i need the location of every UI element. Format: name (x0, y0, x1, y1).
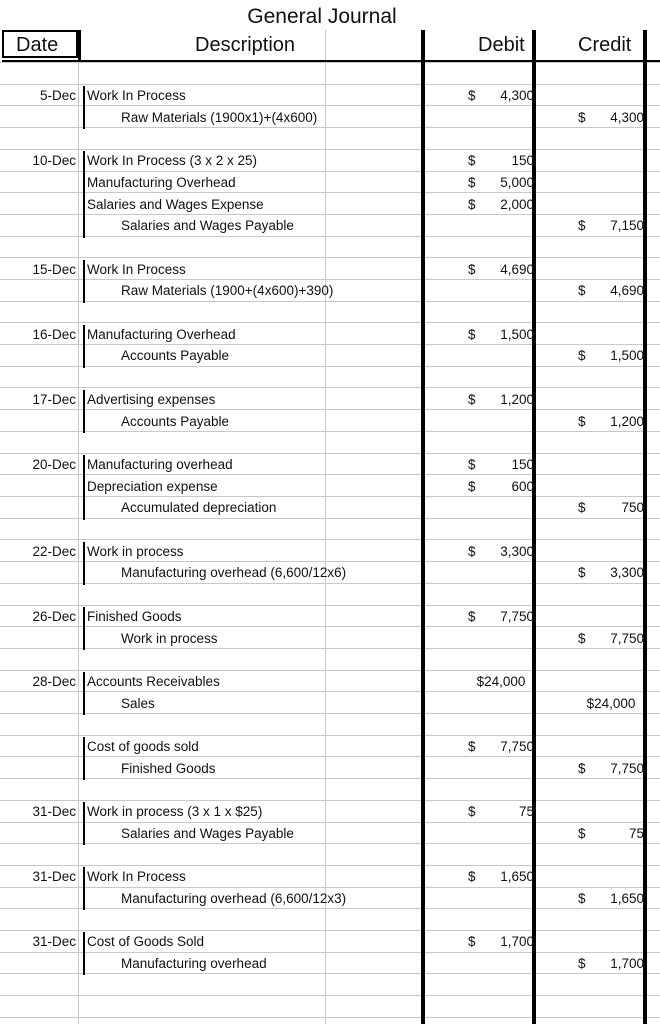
credit-account: Accumulated depreciation (121, 500, 277, 515)
debit-amount (468, 325, 534, 345)
currency-sign: $ (578, 414, 586, 429)
entry-separator (83, 86, 85, 129)
debit-account: Depreciation expense (87, 479, 218, 494)
entry-date: 17-Dec (32, 391, 76, 407)
debit-value: 1,200 (500, 392, 534, 407)
entry-separator (83, 802, 85, 845)
debit-account: Manufacturing Overhead (87, 327, 236, 342)
currency-sign: $ (468, 153, 476, 168)
credit-value: 1,650 (610, 891, 644, 906)
gridline (0, 1017, 660, 1018)
debit-value: 1,700 (500, 934, 534, 949)
currency-sign: $ (468, 739, 476, 754)
credit-amount (578, 412, 644, 432)
debit-value: 150 (511, 457, 534, 472)
gridline (0, 366, 660, 367)
gridline (0, 387, 660, 388)
debit-value: $24,000 (476, 674, 526, 689)
gridline (0, 322, 660, 323)
debit-amount (468, 86, 534, 106)
gridline (0, 518, 660, 519)
currency-sign: $ (468, 934, 476, 949)
gridline (0, 930, 660, 931)
credit-account: Accounts Payable (121, 414, 230, 429)
entry-date: 10-Dec (32, 153, 76, 169)
entry-separator (83, 672, 85, 715)
debit-account: Finished Goods (87, 609, 182, 624)
debit-amount (468, 477, 534, 497)
credit-amount (578, 498, 644, 518)
debit-amount (468, 737, 534, 757)
credit-account: Work in process (121, 631, 218, 646)
debit-account: Cost of goods sold (87, 739, 199, 754)
debit-amount (468, 390, 534, 410)
currency-sign: $ (578, 891, 586, 906)
currency-sign: $ (578, 631, 586, 646)
debit-amount (468, 672, 534, 692)
entry-date: 5-Dec (39, 88, 76, 103)
debit-account: Work In Process (87, 869, 186, 884)
gridline (0, 973, 660, 974)
header-underline (2, 60, 660, 62)
entry-separator (83, 607, 85, 650)
currency-sign: $ (468, 88, 476, 103)
debit-account: Advertising expenses (87, 392, 216, 407)
entry-separator (83, 260, 85, 303)
debit-value: 75 (518, 804, 534, 819)
debit-value: 7,750 (500, 739, 534, 754)
entry-date: 26-Dec (32, 608, 76, 624)
gridline (0, 887, 660, 888)
credit-amount (578, 281, 644, 301)
entry-date: 22-Dec (32, 543, 76, 559)
credit-amount (578, 694, 644, 714)
credit-account: Sales (121, 696, 155, 711)
entry-date: 31-Dec (32, 869, 76, 885)
credit-amount (578, 563, 644, 583)
credit-header: Credit (578, 34, 632, 56)
debit-value: 3,300 (500, 544, 534, 559)
credit-value: 7,750 (610, 631, 644, 646)
debit-header: Debit (478, 34, 525, 56)
credit-value: 4,690 (610, 283, 644, 298)
credit-value: 7,150 (610, 218, 644, 233)
gridline (0, 453, 660, 454)
debit-value: 1,500 (500, 327, 534, 342)
gridline (0, 171, 660, 172)
entry-separator (83, 932, 85, 975)
gridline (0, 257, 660, 258)
gridline (0, 800, 660, 801)
debit-value: 600 (511, 479, 534, 494)
currency-sign: $ (468, 544, 476, 559)
currency-sign: $ (578, 761, 586, 776)
entry-separator (83, 390, 85, 433)
debit-amount (468, 607, 534, 627)
debit-value: 4,300 (500, 88, 534, 103)
gridline (0, 149, 660, 150)
gridline (0, 735, 660, 736)
debit-account: Cost of Goods Sold (87, 934, 205, 949)
credit-value: 750 (621, 500, 644, 515)
credit-account: Raw Materials (1900x1)+(4x600) (121, 110, 318, 125)
gridline (0, 539, 660, 540)
debit-value: 4,690 (500, 262, 534, 277)
entry-separator (83, 325, 85, 368)
gridline (0, 583, 660, 584)
credit-value: 75 (628, 826, 644, 841)
debit-account: Work in process (87, 544, 184, 559)
credit-value: 1,700 (610, 956, 644, 971)
gridline (0, 778, 660, 779)
column-gridline (325, 30, 326, 1024)
credit-value: 4,300 (610, 110, 644, 125)
debit-account: Work In Process (3 x 2 x 25) (87, 153, 258, 168)
entry-separator (83, 151, 85, 238)
credit-value: 1,200 (610, 414, 644, 429)
gridline (0, 713, 660, 714)
debit-account: Work in process (3 x 1 x $25) (87, 804, 263, 819)
entry-date: 16-Dec (32, 326, 76, 342)
credit-amount (578, 216, 644, 236)
credit-account: Accounts Payable (121, 348, 230, 363)
credit-account: Manufacturing overhead (121, 956, 267, 971)
credit-right-border (643, 30, 647, 1024)
page-title: General Journal (247, 5, 397, 28)
debit-left-border (421, 30, 425, 1024)
debit-value: 2,000 (500, 197, 534, 212)
debit-account: Accounts Receivables (87, 674, 220, 689)
credit-amount (578, 889, 644, 909)
debit-amount (468, 173, 534, 193)
entry-separator (83, 542, 85, 585)
currency-sign: $ (578, 283, 586, 298)
currency-sign: $ (578, 956, 586, 971)
credit-account: Manufacturing overhead (6,600/12x3) (121, 891, 347, 906)
debit-account: Manufacturing overhead (87, 457, 233, 472)
entry-separator (83, 455, 85, 520)
currency-sign: $ (578, 500, 586, 515)
entry-separator (83, 867, 85, 910)
debit-amount (468, 195, 534, 215)
currency-sign: $ (468, 804, 476, 819)
gridline (0, 301, 660, 302)
gridline (0, 648, 660, 649)
credit-amount (578, 824, 644, 844)
currency-sign: $ (468, 175, 476, 190)
credit-value: $24,000 (586, 696, 636, 711)
entry-date: 28-Dec (32, 673, 76, 689)
currency-sign: $ (468, 479, 476, 494)
gridline (0, 995, 660, 996)
credit-account: Manufacturing overhead (6,600/12x6) (121, 565, 347, 580)
debit-account: Salaries and Wages Expense (87, 197, 264, 212)
currency-sign: $ (578, 565, 586, 580)
description-header: Description (195, 34, 296, 56)
gridline (0, 670, 660, 671)
credit-amount (578, 108, 644, 128)
gridline (0, 605, 660, 606)
debit-account: Manufacturing Overhead (87, 175, 236, 190)
debit-amount (468, 802, 534, 822)
credit-amount (578, 954, 644, 974)
entry-separator (83, 737, 85, 780)
gridline (0, 952, 660, 953)
currency-sign: $ (468, 869, 476, 884)
gridline (0, 62, 660, 63)
credit-amount (578, 346, 644, 366)
gridline (0, 865, 660, 866)
currency-sign: $ (468, 609, 476, 624)
credit-value: 1,500 (610, 348, 644, 363)
debit-amount (468, 151, 534, 171)
credit-value: 3,300 (610, 565, 644, 580)
gridline (0, 236, 660, 237)
credit-account: Salaries and Wages Payable (121, 218, 294, 233)
debit-value: 5,000 (500, 175, 534, 190)
debit-value: 1,650 (500, 869, 534, 884)
date-header-right-border (78, 30, 81, 60)
entry-date: 15-Dec (32, 261, 76, 277)
currency-sign: $ (468, 327, 476, 342)
credit-account: Salaries and Wages Payable (121, 826, 294, 841)
currency-sign: $ (578, 218, 586, 233)
entry-date: 31-Dec (32, 804, 76, 820)
gridline (0, 843, 660, 844)
debit-amount (468, 932, 534, 952)
debit-amount (468, 867, 534, 887)
currency-sign: $ (468, 392, 476, 407)
debit-amount (468, 260, 534, 280)
currency-sign: $ (468, 262, 476, 277)
debit-account: Work In Process (87, 88, 186, 103)
credit-amount (578, 759, 644, 779)
credit-account: Finished Goods (121, 761, 216, 776)
entry-date: 31-Dec (32, 934, 76, 950)
currency-sign: $ (578, 348, 586, 363)
entry-date: 20-Dec (32, 456, 76, 472)
gridline (0, 822, 660, 823)
debit-value: 7,750 (500, 609, 534, 624)
gridline (0, 84, 660, 85)
debit-amount (468, 542, 534, 562)
debit-account: Work In Process (87, 262, 186, 277)
currency-sign: $ (468, 197, 476, 212)
credit-account: Raw Materials (1900+(4x600)+390) (121, 283, 334, 298)
currency-sign: $ (578, 110, 586, 125)
date-header: Date (16, 34, 59, 56)
credit-amount (578, 629, 644, 649)
gridline (0, 431, 660, 432)
gridline (0, 127, 660, 128)
currency-sign: $ (578, 826, 586, 841)
column-gridline (78, 30, 79, 1024)
debit-amount (468, 455, 534, 475)
credit-value: 7,750 (610, 761, 644, 776)
debit-value: 150 (511, 153, 534, 168)
currency-sign: $ (468, 457, 476, 472)
